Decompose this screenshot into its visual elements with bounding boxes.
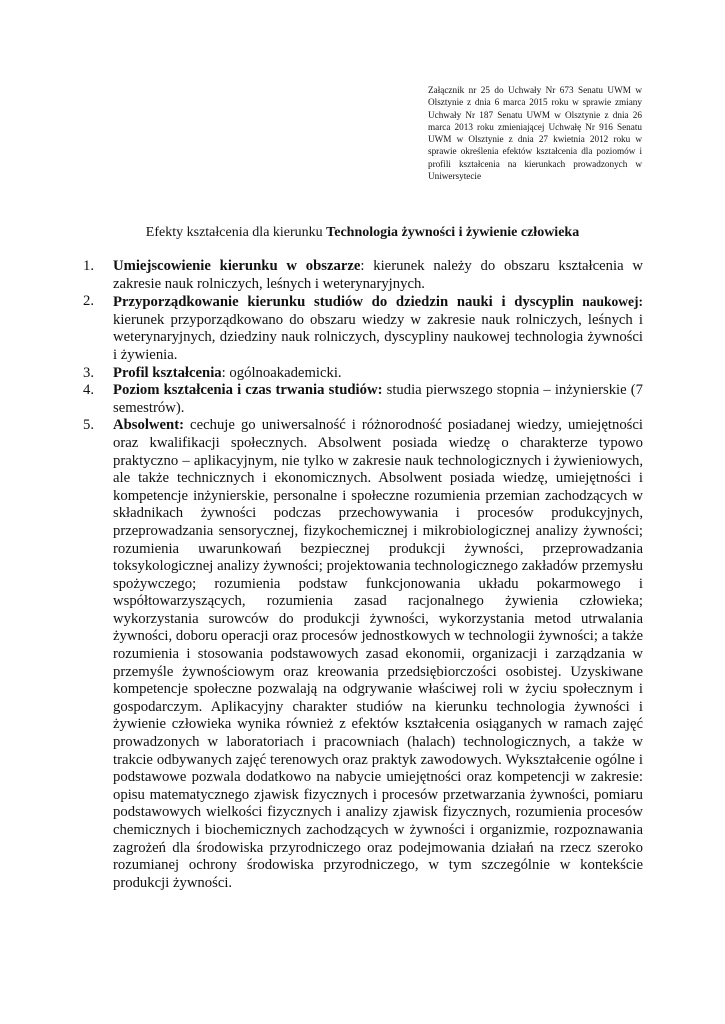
section-body: : kierunek należy do obszaru kształcenia w zakresie nauk rolniczych, leśnych i weterynaryjnych. [113,258,643,292]
section-number: 4. [83,382,95,399]
section-heading: Umiejscowienie kierunku w obszarze [113,258,361,274]
section-list [83,258,643,892]
section-heading-tail: naukowej: [573,294,643,310]
title-prefix: Efekty kształcenia dla kierunku [145,225,327,240]
section-profile [83,365,643,383]
section-body: kierunek przyporządkowano do obszaru wiedzy w zakresie nauk rolniczych, leśnych i weterynaryjnych, dziedziny nauk rolniczych, dyscypliny naukowej technologia żywności i żywienia. [113,311,643,363]
title-field-name: Technologia żywności i żywienie człowieka [326,225,580,240]
section-number: 5. [83,417,95,434]
section-number: 1. [83,258,95,274]
section-heading: Przyporządkowanie kierunku studiów do dziedzin nauki i dyscyplin [113,294,574,311]
section-disciplines [83,293,643,364]
section-number: 2. [83,293,95,310]
section-level-duration [83,382,643,417]
section-heading: Profil kształcenia [113,364,222,381]
section-graduate [83,417,643,892]
section-body: studia pierwszego stopnia – inżynierskie (7 semestrów). [113,382,643,416]
section-location [83,258,643,293]
section-heading: Absolwent: [113,417,184,434]
section-number: 3. [83,364,95,381]
section-body: cechuje go uniwersalność i różnorodność posiadanej wiedzy, umiejętności oraz kwalifikacji społecznych. Absolwent posiada wiedzę o charakterze typowo praktyczno – aplikacyjnym, nie tylko w zakresie nauk technologicznych i żywieniowych, ale także technicznych i ekonomicznych. Absolwent posiada wiedzę, umiejętności i kompetencje inżynierskie, personalne i społeczne rozumienia przemian zachodzących w składnikach żywności podczas przechowywania i procesów produkcyjnych, przeprowadzania sensorycznej, fizykochemicznej i mikrobiologicznej analizy żywności; rozumienia uwarunkowań bezpiecznej produkcji żywności, przeprowadzania toksykologicznej analizy żywności; projektowania technologicznego zakładów przemysłu spożywczego; rozumienia podstaw funkcjonowania układu pokarmowego i współtowarzyszących, rozumienia zasad racjonalnego żywienia człowieka; wykorzystania surowców do produkcji żywności, wykorzystania metod utrwalania żywności, doboru operacji oraz procesów jednostkowych w technologii żywności; a także rozumienia i stosowania podstawowych zasad ekonomii, organizacji i zarządzania w przemyśle żywnościowym oraz kreowania przedsiębiorczości osobistej. Uzyskiwane kompetencje społeczne pozwalają na odgrywanie właściwej roli w życiu społecznym i gospodarczym. Aplikacyjny charakter studiów na kierunku technologia żywności i żywienie człowieka wynika również z efektów kształcenia osiąganych w ramach zajęć prowadzonych w laboratoriach i pracowniach (halach) technologicznych, a także w trakcie odbywanych zajęć terenowych oraz praktyk zawodowych. Wykształcenie ogólne i podstawowe pozwala dodatkowo na nabycie umiejętności oraz kompetencji w zakresie: opisu matematycznego zjawisk fizycznych i procesów przetwarzania żywności, pomiaru podstawowych wielkości fizycznych i analizy zjawisk fizycznych, rozumienia procesów chemicznych i biochemicznych zachodzących w żywności i organizmie, rozpoznawania zagrożeń dla środowiska przyrodniczego oraz podejmowania działań na rzecz szeroko rozumianej ochrony środowiska przyrodniczego, w tym szczególnie w kontekście produkcji żywności. [113,417,643,891]
annex-note: Załącznik nr 25 do Uchwały Nr 673 Senatu UWM w Olsztynie z dnia 6 marca 2015 roku w sprawie zmiany Uchwały Nr 187 Senatu UWM w Olsztynie z dnia 26 marca 2013 roku zmieniającej Uchwałę Nr 916 Senatu UWM w Olsztynie z dnia 27 kwietnia 2012 roku w sprawie określenia efektów kształcenia dla poziomów i profili kształcenia na kierunkach prowadzonych w Uniwersytecie [428,85,642,182]
document-title [0,224,725,242]
section-heading: Poziom kształcenia i czas trwania studiów: [113,382,383,399]
section-body: : ogólnoakademicki. [221,364,342,381]
